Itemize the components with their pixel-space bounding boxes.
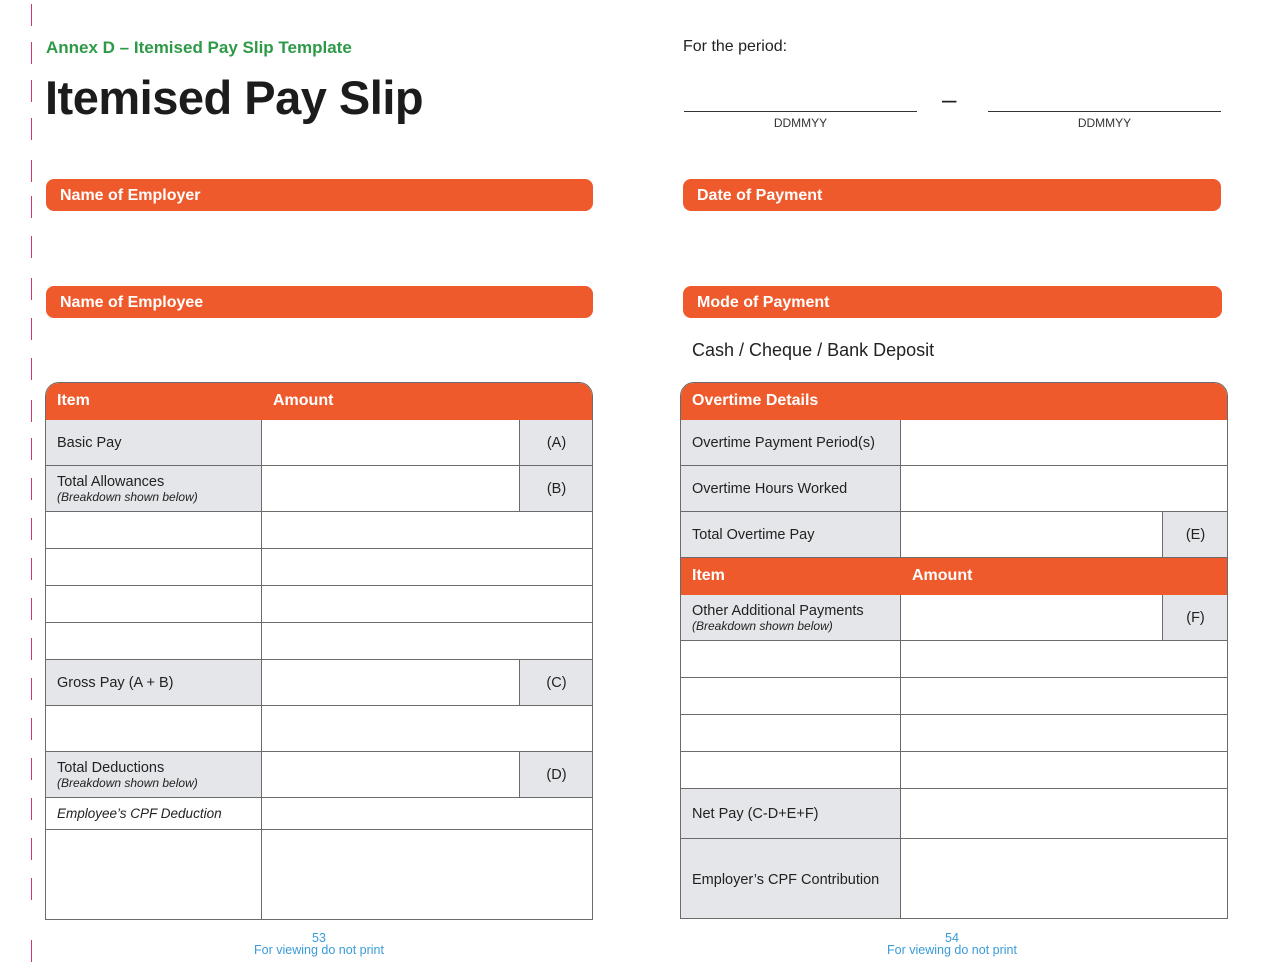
allowance-amount-cell[interactable] — [262, 623, 594, 660]
deductions-amount[interactable] — [262, 752, 520, 798]
other-payments-note: (Breakdown shown below) — [692, 618, 833, 633]
allowance-amount-cell[interactable] — [262, 586, 594, 623]
period-to-format: DDMMYY — [1077, 116, 1132, 130]
overtime-total-amount[interactable] — [901, 512, 1163, 558]
allowances-amount[interactable] — [262, 466, 520, 512]
overtime-hours-value[interactable] — [901, 466, 1229, 512]
period-to-line[interactable] — [988, 111, 1221, 112]
page-number-left: 53 — [312, 931, 326, 945]
other-item-cell[interactable] — [681, 678, 901, 715]
cpf-deduction-amount[interactable] — [262, 798, 594, 830]
pay-table — [45, 382, 593, 920]
deductions-label: Total Deductions (Breakdown shown below) — [46, 752, 262, 798]
other-amount-cell[interactable] — [901, 715, 1229, 752]
allowance-item-cell[interactable] — [46, 586, 262, 623]
overtime-title: Overtime Details — [681, 383, 1229, 420]
gross-pay-label: Gross Pay (A + B) — [46, 660, 262, 706]
blank-item-cell[interactable] — [46, 706, 262, 752]
employer-cpf-label: Employer’s CPF Contribution — [681, 839, 901, 920]
period-label: For the period: — [683, 38, 788, 55]
other-amount-cell[interactable] — [901, 752, 1229, 789]
overtime-table-frame — [680, 382, 1228, 919]
overtime-total-code: (E) — [1163, 512, 1229, 558]
overtime-period-value[interactable] — [901, 420, 1229, 466]
basic-pay-amount[interactable] — [262, 420, 520, 466]
employer-name-header: Name of Employer — [46, 179, 593, 211]
period-from-format: DDMMYY — [773, 116, 828, 130]
overtime-table — [680, 382, 1228, 919]
deductions-note: (Breakdown shown below) — [57, 775, 198, 790]
other-item-cell[interactable] — [681, 715, 901, 752]
pay-col-item: Item — [46, 383, 262, 420]
employer-cpf-amount[interactable] — [901, 839, 1229, 920]
overtime-period-label: Overtime Payment Period(s) — [681, 420, 901, 466]
pay-col-amount: Amount — [262, 383, 594, 420]
allowance-item-cell[interactable] — [46, 623, 262, 660]
net-pay-amount[interactable] — [901, 789, 1229, 839]
allowances-label: Total Allowances (Breakdown shown below) — [46, 466, 262, 512]
payment-mode-header: Mode of Payment — [683, 286, 1222, 318]
basic-pay-code: (A) — [520, 420, 594, 466]
allowance-item-cell[interactable] — [46, 549, 262, 586]
print-notice-left: For viewing do not print — [254, 943, 384, 957]
deductions-code: (D) — [520, 752, 594, 798]
other-payments-amount[interactable] — [901, 595, 1163, 641]
print-notice-right: For viewing do not print — [887, 943, 1017, 957]
period-from-line[interactable] — [684, 111, 917, 112]
other-payments-label: Other Additional Payments (Breakdown shown below) — [681, 595, 901, 641]
page-title: Itemised Pay Slip — [45, 71, 424, 124]
other-col-item: Item — [681, 558, 901, 595]
page-number-right: 54 — [945, 931, 959, 945]
allowances-note: (Breakdown shown below) — [57, 489, 198, 504]
other-payments-code: (F) — [1163, 595, 1229, 641]
footer-left — [169, 932, 469, 956]
gross-pay-amount[interactable] — [262, 660, 520, 706]
allowance-item-cell[interactable] — [46, 512, 262, 549]
deduction-item-cell[interactable] — [46, 830, 262, 921]
payment-date-header: Date of Payment — [683, 179, 1221, 211]
cpf-deduction-label: Employee’s CPF Deduction — [46, 798, 262, 830]
pay-table-frame — [45, 382, 593, 920]
allowances-code: (B) — [520, 466, 594, 512]
gross-pay-code: (C) — [520, 660, 594, 706]
blank-amount-cell[interactable] — [262, 706, 594, 752]
other-item-cell[interactable] — [681, 641, 901, 678]
other-amount-cell[interactable] — [901, 641, 1229, 678]
other-amount-cell[interactable] — [901, 678, 1229, 715]
footer-right — [802, 932, 1102, 956]
allowance-amount-cell[interactable] — [262, 549, 594, 586]
crop-marks — [31, 0, 33, 964]
deduction-amount-cell[interactable] — [262, 830, 594, 921]
period-dash: – — [942, 84, 957, 114]
other-item-cell[interactable] — [681, 752, 901, 789]
other-col-amount: Amount — [901, 558, 1229, 595]
net-pay-label: Net Pay (C-D+E+F) — [681, 789, 901, 839]
employee-name-header: Name of Employee — [46, 286, 593, 318]
annex-heading: Annex D – Itemised Pay Slip Template — [46, 38, 352, 57]
basic-pay-label: Basic Pay — [46, 420, 262, 466]
payment-mode-options[interactable]: Cash / Cheque / Bank Deposit — [692, 340, 935, 360]
allowance-amount-cell[interactable] — [262, 512, 594, 549]
overtime-total-label: Total Overtime Pay — [681, 512, 901, 558]
overtime-hours-label: Overtime Hours Worked — [681, 466, 901, 512]
